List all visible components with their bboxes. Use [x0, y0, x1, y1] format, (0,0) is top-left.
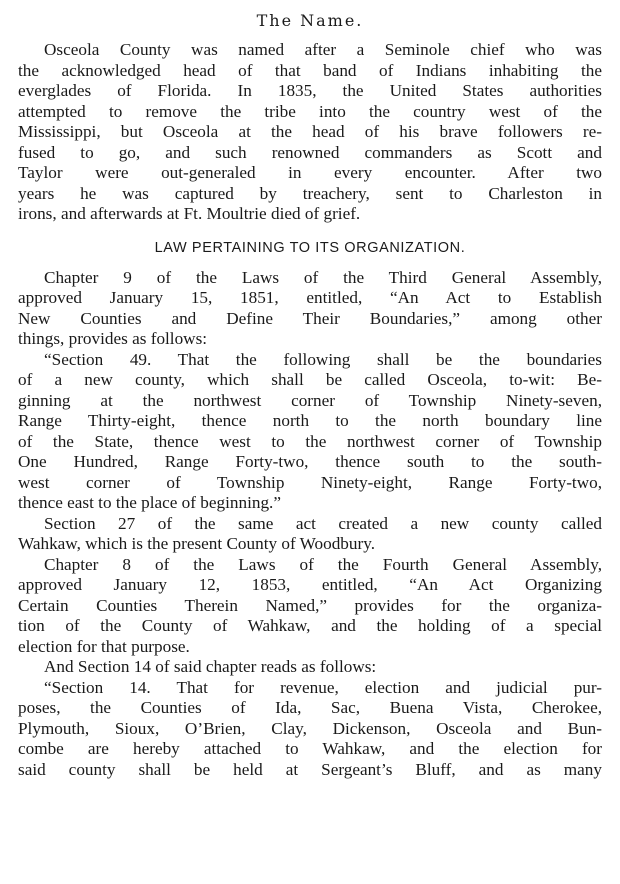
text-line: Taylor were out-generaled in every encounter. After two [18, 163, 602, 182]
text-line: things, provides as follows: [18, 329, 208, 348]
law-text [18, 268, 602, 781]
text-line: years he was captured by treachery, sent to Charleston in [18, 183, 602, 203]
text-line: poses, the Counties of Ida, Sac, Buena Vista, Cherokee, [18, 698, 602, 717]
text-line: Certain Counties Therein Named,” provides for the organiza- [18, 595, 602, 615]
text-line: Wahkaw, which is the present County of Woodbury. [18, 534, 375, 553]
text-line: New Counties and Define Their Boundaries,” among other [18, 308, 602, 328]
text-line: Osceola County was named after a Seminole chief who was [44, 40, 602, 59]
page-heading: The Name. [256, 11, 364, 30]
law-paragraph [18, 350, 602, 514]
law-paragraph [18, 555, 602, 658]
text-line: fused to go, and such renowned commanders as Scott and [18, 142, 602, 162]
law-paragraph [18, 514, 602, 555]
text-line: approved January 12, 1853, entitled, “An Act Organizing [18, 575, 602, 594]
text-line: One Hundred, Range Forty-two, thence south to the south- [18, 452, 602, 471]
text-line: And Section 14 of said chapter reads as follows: [44, 657, 377, 676]
text-line: election for that purpose. [18, 636, 190, 656]
section-title: LAW PERTAINING TO ITS ORGANIZATION. [154, 239, 466, 256]
text-line: Mississippi, but Osceola at the head of his brave followers re- [18, 122, 602, 141]
text-line: Chapter 9 of the Laws of the Third General Assembly, [44, 267, 602, 287]
text-line: Section 27 of the same act created a new county called [44, 513, 602, 533]
text-line: attempted to remove the tribe into the country west of the [18, 101, 602, 121]
text-line: Plymouth, Sioux, O’Brien, Clay, Dickenson, Osceola and Bun- [18, 718, 602, 738]
text-line: approved January 15, 1851, entitled, “An Act to Establish [18, 288, 602, 307]
name-paragraph [18, 40, 602, 225]
text-line: “Section 49. That the following shall be the boundaries [44, 349, 602, 369]
text-line: of the State, thence west to the northwest corner of Township [18, 431, 602, 451]
text-line: tion of the County of Wahkaw, and the holding of a special [18, 616, 602, 635]
text-line: thence east to the place of beginning.” [18, 493, 281, 512]
text-line: “Section 14. That for revenue, election and judicial pur- [44, 677, 602, 697]
text-line: the acknowledged head of that band of Indians inhabiting the [18, 60, 602, 80]
text-line: combe are hereby attached to Wahkaw, and the election for [18, 739, 602, 758]
law-paragraph [18, 268, 602, 350]
document-page [18, 8, 602, 780]
text-line: said county shall be held at Sergeant’s Bluff, and as many [18, 759, 602, 779]
law-paragraph [18, 678, 602, 781]
text-line: west corner of Township Ninety-eight, Range Forty-two, [18, 472, 602, 492]
text-line: Range Thirty-eight, thence north to the north boundary line [18, 411, 602, 430]
text-line: of a new county, which shall be called Osceola, to-wit: Be- [18, 370, 602, 389]
law-paragraph [18, 657, 602, 678]
text-line: everglades of Florida. In 1835, the United States authorities [18, 81, 602, 100]
text-line: irons, and afterwards at Ft. Moultrie died of grief. [18, 204, 361, 223]
text-line: Chapter 8 of the Laws of the Fourth General Assembly, [44, 554, 602, 574]
text-line: ginning at the northwest corner of Township Ninety-seven, [18, 390, 602, 410]
